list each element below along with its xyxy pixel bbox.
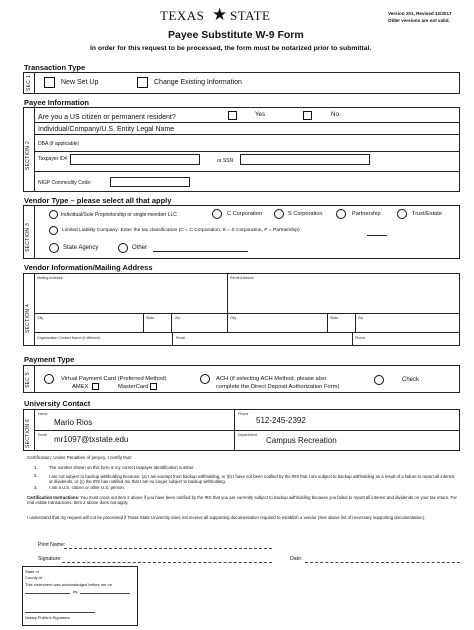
cert-number-2: 2. [34,473,38,478]
email-label: Email [176,336,185,340]
ach-label-1: ACH (if selecting ACH Method, please also [216,376,327,382]
taxpayer-id-label: Taxpayer ID# [38,156,68,162]
cert-number-3: 3. [34,485,38,490]
star-icon: ★ [212,5,228,24]
amex-checkbox[interactable] [92,383,99,390]
amex-label: AMEX [72,384,89,390]
remit-address-input[interactable] [229,282,458,312]
sec1-label: SEC 1 [26,75,32,91]
cert-number-1: 1. [34,465,38,470]
state-label-1: State [146,316,155,320]
virtual-card-label: Virtual Payment Card (Preferred Method) [61,376,167,382]
virtual-card-radio[interactable] [44,374,54,384]
trust-label: Trust/Estate [412,211,442,217]
llc-label: Limited Liability Company: Enter the tax classification (C = C Corporation, S = S Corporation, P = Partnership) [62,228,300,233]
vendor-info-title: Vendor Information/Mailing Address [24,263,153,272]
city-label-1: City [37,316,44,320]
contact-email-label: Email [38,433,47,437]
signature-label: Signature: [38,556,62,562]
taxpayer-id-input[interactable] [70,154,200,165]
vendor-type-title: Vendor Type – please select all that apply [24,196,172,205]
state-agency-radio[interactable] [49,243,59,253]
sole-prop-label: Individual/Sole Proprietorship or single-member LLC [61,212,177,218]
new-setup-label: New Set Up [61,79,99,86]
phone-label: Phone [355,336,366,340]
c-corp-label: C Corporation [227,211,262,217]
c-corp-radio[interactable] [212,209,222,219]
mailing-address-input[interactable] [35,282,225,312]
dba-label: DBA (if applicable) [38,141,80,147]
partnership-label: Partnership [352,211,381,217]
notary-signature-line[interactable] [25,612,95,613]
contact-name-value[interactable]: Mario Rios [54,418,93,427]
sec5-label: SEC 5 [25,372,31,388]
zip-label-2: Zip [358,316,363,320]
new-setup-checkbox[interactable] [44,77,55,88]
no-checkbox[interactable] [303,111,312,120]
older-versions-text: Older versions are not valid. [388,18,450,23]
signature-input[interactable] [62,562,272,563]
contact-dept-value[interactable]: Campus Recreation [266,436,337,445]
cert-instructions-bold: Certification Instructions: [27,495,80,500]
yes-checkbox[interactable] [228,111,237,120]
sec2-label: SECTION 2 [25,140,31,170]
ach-radio[interactable] [200,374,210,384]
s-corp-label: S Corporation [288,211,323,217]
llc-radio[interactable] [49,226,58,235]
payee-info-title: Payee Information [24,98,90,107]
dba-input[interactable] [34,151,460,152]
llc-classification-input[interactable] [367,227,387,236]
state-agency-label: State Agency [63,245,99,251]
certification-intro: Certification: Under Penalties of perjury, I certify that: [27,455,132,460]
contact-name-label: Name [38,412,48,416]
version-text: Version 201, Revised 12/2017 [388,11,452,16]
notary-state: State of [25,569,39,574]
org-contact-label: Organization Contact Name (if different) [37,336,101,340]
state-label-2: State [330,316,339,320]
notary-by: by [73,589,78,594]
logo-texas: TEXAS [160,8,205,23]
date-label: Date: [290,556,303,562]
change-existing-checkbox[interactable] [137,77,148,88]
date-input[interactable] [305,562,460,563]
sole-prop-radio[interactable] [49,210,58,219]
other-input[interactable] [153,251,248,252]
other-label: Other [132,245,148,251]
cert-item-3: I am a U.S. citizen or other U.S. person. [49,485,125,490]
check-radio[interactable] [374,375,384,385]
other-radio[interactable] [118,243,128,253]
s-corp-radio[interactable] [274,209,284,219]
mailing-address-label: Mailing Address: [37,276,64,280]
city-label-2: City [230,316,237,320]
no-label: No [331,111,339,118]
nigp-input[interactable] [110,177,190,187]
ach-label-2: complete the Direct Deposit Authorization Form) [216,384,340,390]
form-subtitle: In order for this request to be processed, the form must be notarized prior to submittal. [90,45,372,52]
understand-text: I understand that my request will not be processed if Texas State University does not receive all supporting documentation required to establish a vendor (See above list of necessary supporting documentation). [27,515,426,520]
us-citizen-question: Are you a US citizen or permanent resident? [38,114,176,121]
contact-phone-label: Phone [238,412,249,416]
cert-instructions-text: You must cross out item 2 above if you have been notified by the IRS that you are currently subject to backup withholding because you failed to report all interest and dividends on your tax return. For real estate transactions, item 2 above does not apply. [27,495,457,506]
legal-name-input[interactable] [34,134,460,135]
cert-item-2: I am not subject to backup withholding because: (a) I am exempt from backup withholding, or (b) I have not been notified by the IRS that I am subject to backup withholding as a result of a failure to report all interest or dividends, or (c) the IRS has notified me that I am no longer subject to backup withholding. [49,474,455,485]
notary-ack: This instrument was acknowledged before me on [25,582,112,587]
contact-dept-label: Department [238,433,257,437]
sec4-label: SECTION 4 [25,303,31,333]
check-label: Check [402,377,420,383]
notary-signature-label: Notary Public's Signature [25,615,70,620]
sec3-label: SECTION 3 [25,222,31,252]
ssn-label: or SSN [217,158,234,164]
remit-address-label: Remit Address: [230,276,255,280]
print-name-input[interactable] [64,548,272,549]
yes-label: Yes [255,111,266,118]
contact-phone-value[interactable]: 512-245-2392 [256,416,306,425]
payment-type-title: Payment Type [24,355,75,364]
logo-state: STATE [230,8,271,23]
notary-by-input[interactable] [80,593,130,594]
sec6-label: SECTION 6 [25,418,31,448]
trust-radio[interactable] [397,209,407,219]
partnership-radio[interactable] [336,209,346,219]
form-title: Payee Substitute W-9 Form [168,29,304,41]
nigp-label: NIGP Commodity Code: [38,180,92,186]
mastercard-checkbox[interactable] [150,383,157,390]
cert-item-1: The number shown on this form is my correct taxpayer identification number. [49,465,195,470]
print-name-label: Print Name: [38,542,66,548]
university-contact-title: University Contact [24,399,91,408]
zip-label-1: Zip [175,316,180,320]
contact-email-value[interactable]: mr1097@txstate.edu [54,435,129,444]
notary-county: County of [25,575,43,580]
mastercard-label: MasterCard [118,384,149,390]
cert-instructions [27,495,462,506]
change-existing-label: Change Existing Information [154,79,242,86]
transaction-type-title: Transaction Type [24,63,86,72]
legal-name-label: Individual/Company/U.S. Entity Legal Name [38,126,175,133]
ssn-input[interactable] [240,154,370,165]
notary-date-input[interactable] [25,593,70,594]
